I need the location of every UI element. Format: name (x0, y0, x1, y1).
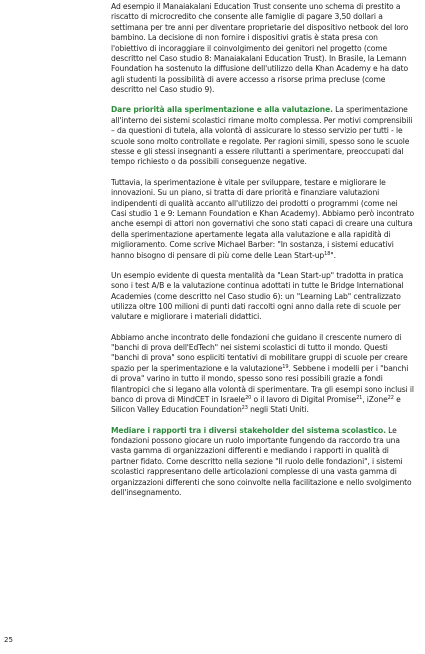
paragraph-experimentation-vital (111, 178, 415, 261)
paragraph-text: Un esempio evidente di questa mentalità da "Lean Start-up" tradotta in pratica sono i test A/B e la valutazione continua adottati in tutte le Bridge International Academies (come descritto nel Caso studio 6): un "Learning Lab" centralizzato utilizza oltre 100 milioni di punti dati raccolti ogni anno dalla rete di scuole per valutare e migliorare i materiali didattici. (111, 270, 404, 322)
footnote-ref: 21 (356, 395, 363, 401)
paragraph-text: o il lavoro di Digital Promise (251, 395, 357, 404)
paragraph-text: Le fondazioni possono giocare un ruolo importante fungendo da raccordo tra una vasta gamma di organizzazioni differenti e mediando i rapporti in qualità di partner fidato. Come descritto nella sezione "Il ruolo delle fondazioni", i sistemi scolastici rappresentano delle articolazioni complesse di una vasta gamma di organizzazioni differenti che sono coinvolte nella facilitazione e nello svolgimento dell'insegnamento. (111, 425, 412, 498)
paragraph-text-end: ". (330, 250, 336, 260)
paragraph-text: negli Stati Uniti. (247, 405, 309, 415)
document-body (111, 2, 415, 508)
paragraph-text: Tuttavia, la sperimentazione è vitale per sviluppare, testare e migliorare le innovazioni. Su un piano, si tratta di dare priorità e finanziare valutazioni indipendenti di qualità accanto all'utilizzo dei prodotti o programmi (come nei Casi studio 1 e 9: Lemann Foundation e Khan Academy). Abbiamo però incontrato anche esempi di attori non governativi che sono stati capaci di creare una cultura della sperimentazione apertamente legata alla valutazione e alla rapidità di miglioramento. Come scrive Michael Barber: "In sostanza, i sistemi educativi hanno bisogno di pensare di più come delle Lean Start-up (111, 177, 415, 260)
paragraph-text: . Sebbene i modelli per i "banchi di prova" varino in tutto il mondo, spesso sono resi possibili grazie a fondi filantropici che si legano alla volontà di sperimentare. Tra gli esempi sono inclusi il banco di prova di MindCET in Israele (111, 363, 414, 404)
section-heading-experimentation: Dare priorità alla sperimentazione e alla valutazione. (111, 105, 333, 115)
paragraph-lean-startup (111, 271, 415, 323)
paragraph-text: Ad esempio il Manaiakalani Education Trust consente uno schema di prestito a riscatto di microcredito che consente alle famiglie di pagare 3,50 dollari a settimana per tre anni per diventare proprietarie del dispositivo netbook del loro bambino. La decisione di non fornire i dispositivi gratis è stata presa con l'obiettivo di incoraggiare il coinvolgimento dei genitori nel progetto (come descritto nel Caso studio 8: Manaiakalani Education Trust). In Brasile, la Lemann Foundation ha sostenuto la diffusione dell'utilizzo della Khan Academy e ha dato agli studenti la possibilità di avere accesso a risorse prima precluse (come descritto nel Caso studio 9). (111, 2, 409, 95)
footnote-ref: 18 (324, 250, 331, 257)
paragraph-edtech-testbeds (111, 333, 415, 416)
footnote-ref: 19 (282, 363, 289, 370)
footnote-ref: 20 (245, 395, 252, 401)
paragraph-text: e Silicon Valley Education Foundation (111, 395, 401, 415)
footnote-ref: 22 (387, 395, 394, 401)
paragraph-text: La sperimentazione all'interno dei sistemi scolastici rimane molto complessa. Per motivi comprensibili – da questioni di tutela, alla volontà di assicurare lo stesso servizio per tutti - le scuole sono molto controllate e regolate. Per ragioni simili, spesso sono le scuole stesse e gli stessi insegnanti a essere riluttanti a sperimentare, preoccupati dal tempo richiesto o da possibili conseguenze negative. (111, 105, 413, 167)
paragraph-text: , iZone (362, 395, 388, 404)
paragraph-text: Abbiamo anche incontrato delle fondazioni che guidano il crescente numero di "banchi di prova dell'EdTech" nei sistemi scolastici di tutto il mondo. Questi "banchi di prova" sono espliciti tentativi di mobilitare gruppi di scuole per creare spazio per la sperimentazione e la valutazione (111, 332, 408, 373)
page-number: 25 (4, 636, 13, 644)
footnote-ref: 23 (241, 405, 248, 412)
paragraph-mediating-stakeholders (111, 426, 415, 499)
section-heading-mediating: Mediare i rapporti tra i diversi stakeholder del sistema scolastico. (111, 425, 386, 435)
paragraph-experimentation-priority (111, 105, 415, 167)
paragraph-microcredit (111, 2, 415, 96)
